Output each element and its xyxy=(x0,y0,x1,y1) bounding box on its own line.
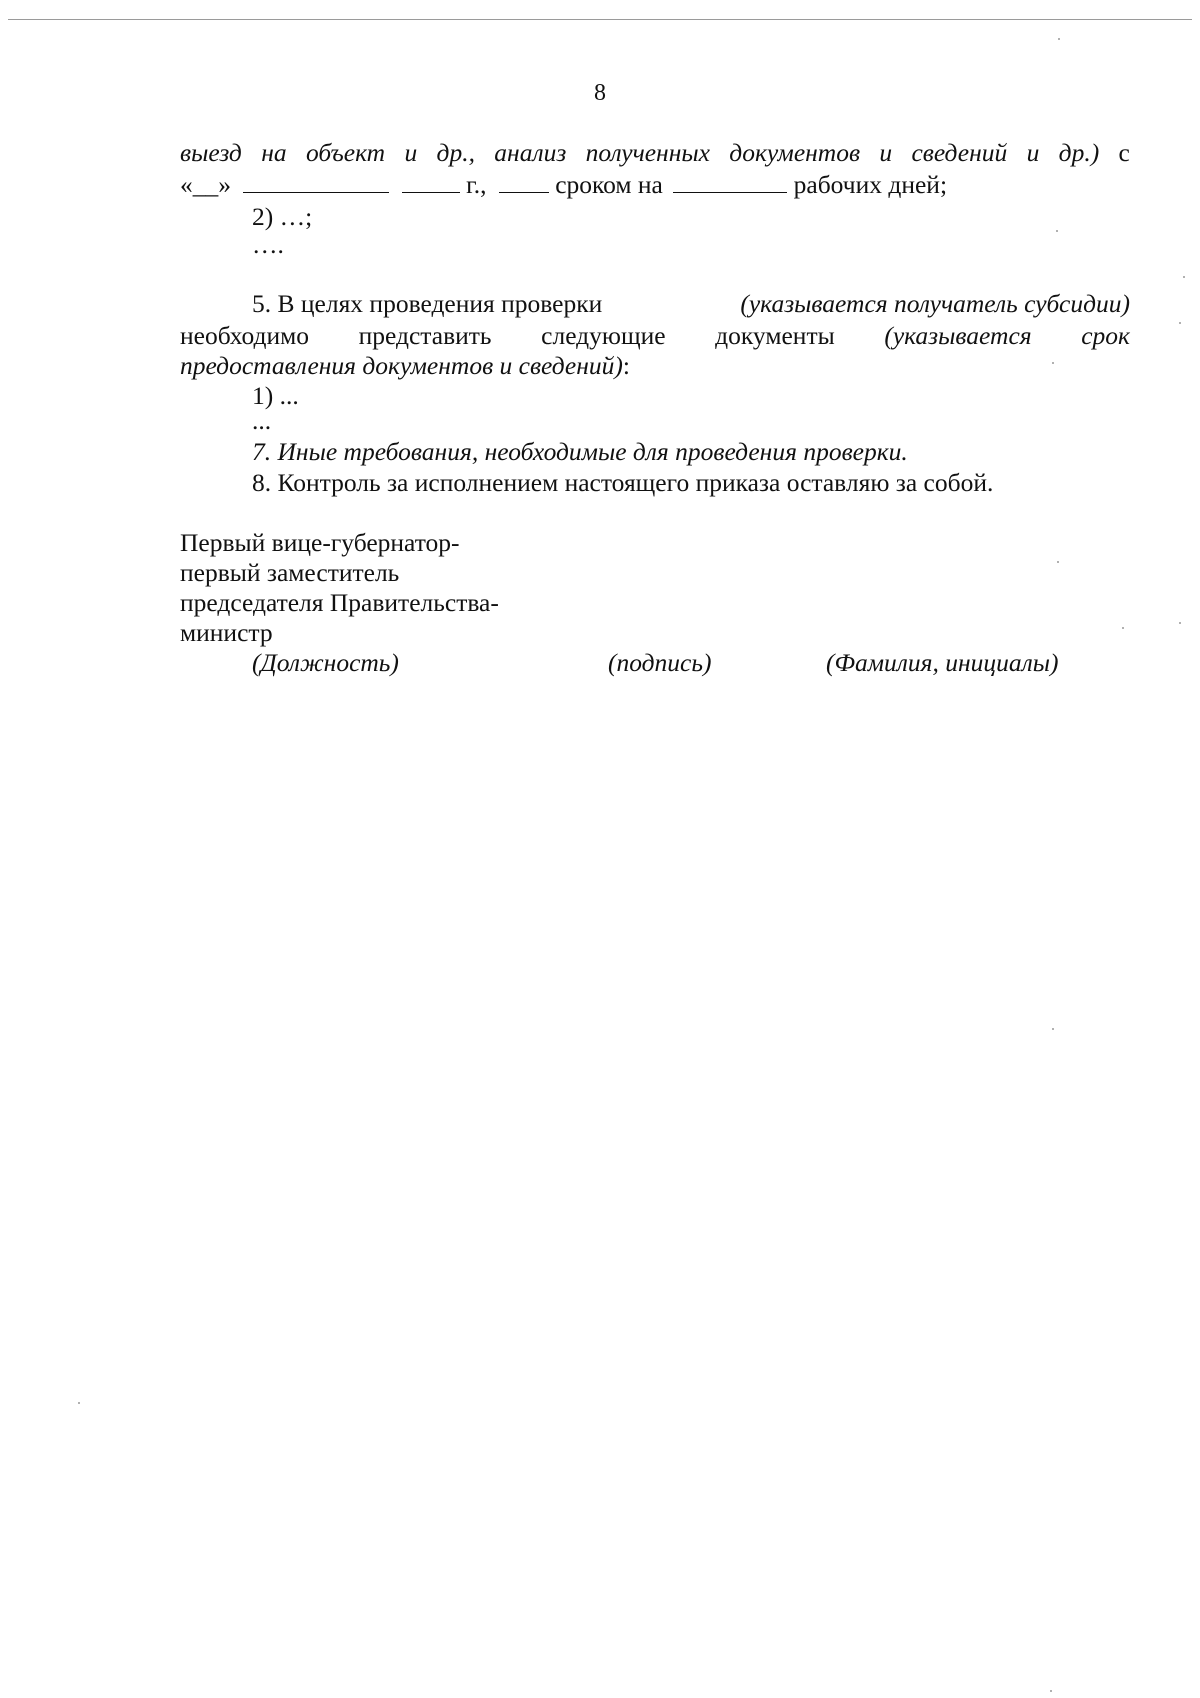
word: на xyxy=(261,138,287,167)
term-text: сроком на xyxy=(555,170,663,199)
page-number: 8 xyxy=(594,80,606,106)
year-suffix: г., xyxy=(466,170,487,199)
para5-italic-note: предоставления документов и сведений) xyxy=(180,351,623,380)
word: документов xyxy=(729,138,861,167)
year-blank xyxy=(402,170,460,193)
para8: 8. Контроль за исполнением настоящего приказа оставляю за собой. xyxy=(252,468,994,497)
para4-line2 xyxy=(180,169,1130,201)
list-item-2: 2) …; xyxy=(252,202,313,231)
scan-speck xyxy=(1122,627,1124,629)
days-text: рабочих дней; xyxy=(793,170,948,199)
word: необходимо xyxy=(180,321,310,350)
signatory-title-line3: председателя Правительства- xyxy=(180,588,499,617)
para5-line2 xyxy=(180,320,1130,352)
word: с xyxy=(1118,138,1130,167)
word: следующие xyxy=(541,321,666,350)
scan-speck xyxy=(1056,230,1058,232)
word: и xyxy=(879,138,893,167)
scan-speck xyxy=(78,1402,80,1404)
signature-label: (подпись) xyxy=(608,648,712,677)
scan-speck xyxy=(1057,561,1059,563)
list-ellipsis: ... xyxy=(252,406,272,435)
signatory-title-line1: Первый вице-губернатор- xyxy=(180,528,460,557)
position-label: (Должность) xyxy=(252,648,399,677)
para5-text: 5. В целях проведения проверки xyxy=(252,289,603,318)
para5-italic-note: (указывается получатель субсидии) xyxy=(740,289,1130,318)
word: полученных xyxy=(585,138,710,167)
days-blank xyxy=(673,170,787,193)
signatory-title-line2: первый заместитель xyxy=(180,558,400,587)
para5-line3 xyxy=(180,350,1130,382)
word: (указывается xyxy=(884,321,1032,350)
list-continuation-dots: …. xyxy=(252,230,284,259)
word: представить xyxy=(358,321,492,350)
word: документы xyxy=(715,321,835,350)
word: др., xyxy=(436,138,475,167)
signatory-title-line4: министр xyxy=(180,618,273,647)
month-blank xyxy=(243,170,389,193)
scan-speck xyxy=(1052,362,1054,364)
para7: 7. Иные требования, необходимые для проведения проверки. xyxy=(252,437,908,466)
start-blank xyxy=(499,170,549,193)
scan-speck xyxy=(1183,276,1185,278)
scan-speck xyxy=(1179,322,1181,324)
word: и xyxy=(404,138,418,167)
scan-speck xyxy=(1050,1690,1052,1692)
word: др.) xyxy=(1058,138,1100,167)
word: выезд xyxy=(180,138,242,167)
top-border-line xyxy=(8,19,1192,20)
scan-speck xyxy=(1058,38,1060,40)
word: сведений xyxy=(911,138,1008,167)
list-item-1: 1) ... xyxy=(252,381,299,410)
scan-speck xyxy=(1052,1028,1054,1030)
word: анализ xyxy=(494,138,567,167)
scan-speck xyxy=(1179,622,1181,624)
colon: : xyxy=(622,351,630,380)
name-label: (Фамилия, инициалы) xyxy=(826,648,1059,677)
para5-line1 xyxy=(252,288,1130,320)
word: объект xyxy=(305,138,386,167)
para4-line1 xyxy=(180,137,1130,169)
word: и xyxy=(1026,138,1040,167)
word: срок xyxy=(1081,321,1130,350)
date-quote: «__» xyxy=(180,170,231,199)
